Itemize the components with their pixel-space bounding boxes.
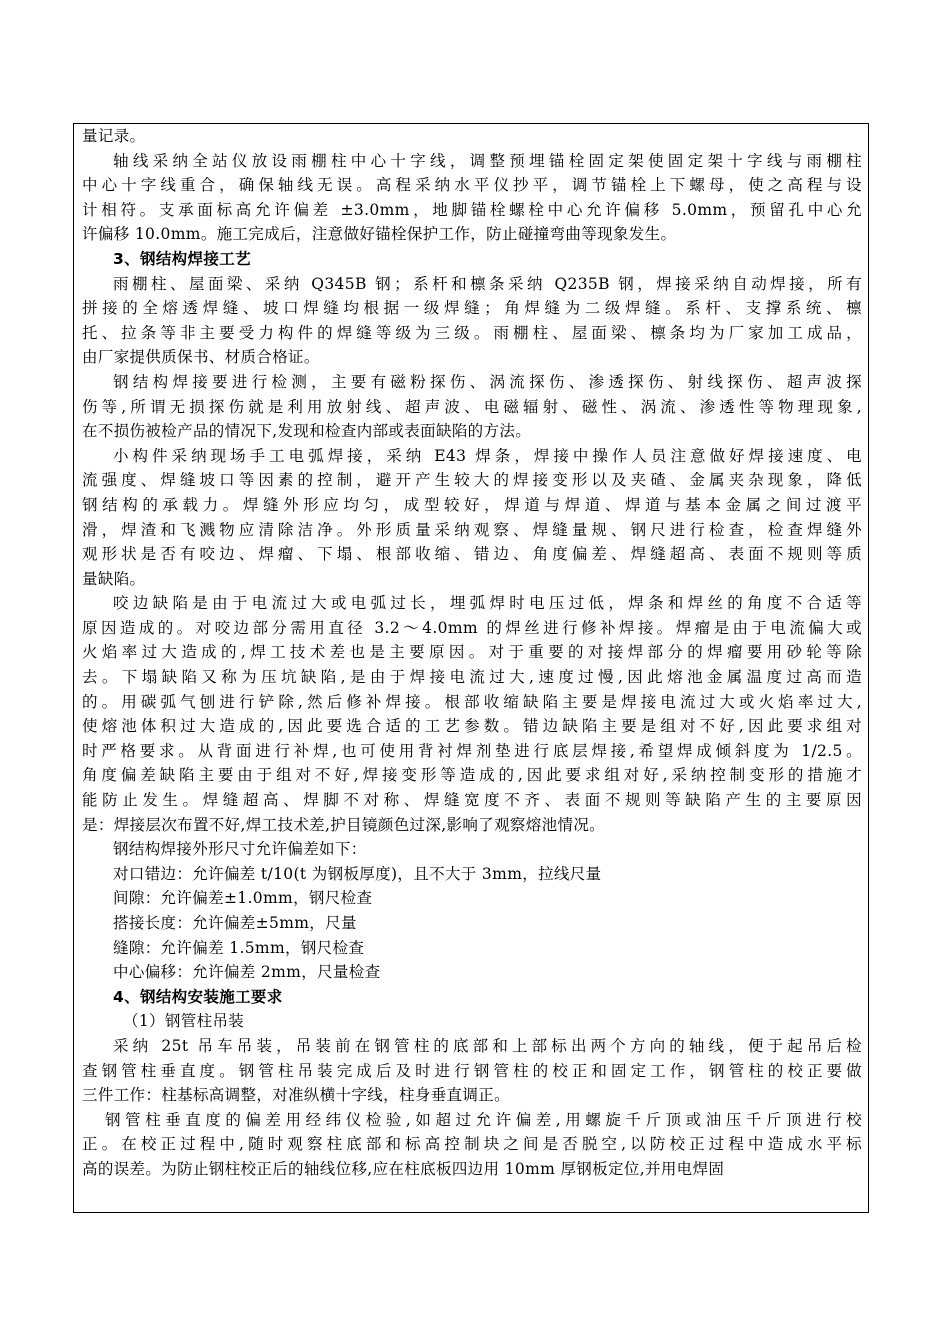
text-line: 对口错边：允许偏差 t/10(t 为钢板厚度)，且不大于 3mm，拉线尺量	[113, 864, 602, 883]
document-body	[74, 124, 868, 1182]
text-line: 量缺陷。	[82, 569, 146, 588]
text-line: 观形状是否有咬边、焊瘤、下塌、根部收缩、错边、角度偏差、焊缝超高、表面不规则等质	[82, 545, 862, 564]
text-line: 雨棚柱、屋面梁、采纳 Q345B 钢；系杆和檩条采纳 Q235B 钢，焊接采纳自动焊接，所有	[113, 274, 862, 293]
text-line: 的。用碳弧气刨进行铲除,然后修补焊接。根部收缩缺陷主要是焊接电流过大或火焰率过大,	[82, 692, 862, 711]
section-heading: 4、钢结构安装施工要求	[113, 987, 283, 1006]
text-line: 查钢管柱垂直度。钢管柱吊装完成后及时进行钢管柱的校正和固定工作，钢管柱的校正要做	[82, 1061, 862, 1080]
text-line: 正。在校正过程中,随时观察柱底部和标高控制块之间是否脱空,以防校正过程中造成水平标	[82, 1135, 862, 1154]
text-line: 使熔池体积过大造成的,因此要选合适的工艺参数。错边缺陷主要是组对不好,因此要求组对	[82, 717, 862, 736]
text-line: 在不损伤被检产品的情况下,发现和检查内部或表面缺陷的方法。	[82, 422, 532, 441]
text-line: 缝隙：允许偏差 1.5mm，钢尺检查	[113, 938, 365, 957]
document-frame	[73, 123, 869, 1213]
text-line: 钢管柱垂直度的偏差用经纬仪检验,如超过允许偏差,用螺旋千斤顶或油压千斤顶进行校	[105, 1110, 862, 1129]
text-line: 能防止发生。焊缝超高、焊脚不对称、焊缝宽度不齐、表面不规则等缺陷产生的主要原因	[82, 791, 862, 810]
text-line: 钢结构的承载力。焊缝外形应均匀，成型较好，焊道与焊道、焊道与基本金属之间过渡平	[82, 495, 862, 514]
text-line: 小构件采纳现场手工电弧焊接，采纳 E43 焊条，焊接中操作人员注意做好焊接速度、电	[113, 446, 862, 465]
text-line: 由厂家提供质保书、材质合格证。	[82, 348, 320, 367]
text-line: 三件工作：柱基标高调整，对准纵横十字线，柱身垂直调正。	[82, 1086, 510, 1105]
text-line: 拼接的全熔透焊缝、坡口焊缝均根据一级焊缝；角焊缝为二级焊缝。系杆、支撑系统、檩	[82, 299, 862, 318]
text-line: （1）钢管柱吊装	[123, 1012, 245, 1031]
text-line: 滑，焊渣和飞溅物应清除洁净。外形质量采纳观察、焊缝量规、钢尺进行检查，检查焊缝外	[82, 520, 862, 539]
text-line: 间隙：允许偏差±1.0mm，钢尺检查	[113, 889, 373, 908]
text-line: 搭接长度：允许偏差±5mm，尺量	[113, 914, 357, 932]
text-line: 采纳 25t 吊车吊装，吊装前在钢管柱的底部和上部标出两个方向的轴线，便于起吊后检	[113, 1036, 862, 1055]
text-line: 托、拉条等非主要受力构件的焊缝等级为三级。雨棚柱、屋面梁、檩条均为厂家加工成品，	[82, 323, 862, 342]
text-line: 原因造成的。对咬边部分需用直径 3.2～4.0mm 的焊丝进行修补焊接。焊瘤是由于电流偏大或	[82, 618, 862, 637]
text-line: 量记录。	[82, 127, 146, 145]
text-line: 计相符。支承面标高允许偏差 ±3.0mm，地脚锚栓螺栓中心允许偏移 5.0mm，预留孔中心允	[82, 200, 862, 219]
text-line: 中心偏移：允许偏差 2mm，尺量检查	[113, 963, 381, 982]
text-line: 轴线采纳全站仪放设雨棚柱中心十字线，调整预埋锚栓固定架使固定架十字线与雨棚柱	[113, 151, 862, 170]
text-line: 流强度、焊缝坡口等因素的控制，避开产生较大的焊接变形以及夹碴、金属夹杂现象，降低	[82, 471, 862, 490]
text-line: 中心十字线重合，确保轴线无误。高程采纳水平仪抄平，调节锚栓上下螺母，使之高程与设	[82, 176, 862, 195]
text-line: 钢结构焊接外形尺寸允许偏差如下：	[113, 840, 367, 859]
text-line: 火焰率过大造成的,焊工技术差也是主要原因。对于重要的对接焊部分的焊瘤要用砂轮等除	[82, 643, 862, 662]
text-line: 时严格要求。从背面进行补焊,也可使用背衬焊剂垫进行底层焊接,希望焊成倾斜度为 1/2.5。	[82, 741, 862, 760]
text-line: 高的误差。为防止钢柱校正后的轴线位移,应在柱底板四边用 10mm 厚钢板定位,并用电焊固	[82, 1159, 725, 1178]
text-line: 伤等,所谓无损探伤就是利用放射线、超声波、电磁辐射、磁性、涡流、渗透性等物理现象,	[82, 397, 862, 416]
text-line: 钢结构焊接要进行检测，主要有磁粉探伤、涡流探伤、渗透探伤、射线探伤、超声波探	[113, 372, 862, 391]
text-line: 去。下塌缺陷又称为压坑缺陷,是由于焊接电流过大,速度过慢,因此熔池金属温度过高而造	[82, 668, 862, 687]
text-line: 咬边缺陷是由于电流过大或电弧过长，埋弧焊时电压过低，焊条和焊丝的角度不合适等	[113, 594, 862, 613]
section-heading: 3、钢结构焊接工艺	[113, 249, 251, 268]
text-line: 许偏移 10.0mm。施工完成后，注意做好锚栓保护工作，防止碰撞弯曲等现象发生。	[82, 225, 677, 244]
text-line: 角度偏差缺陷主要由于组对不好,焊接变形等造成的,因此要求组对好,采纳控制变形的措施才	[82, 766, 862, 785]
text-line: 是：焊接层次布置不好,焊工技术差,护目镜颜色过深,影响了观察熔池情况。	[82, 815, 606, 834]
